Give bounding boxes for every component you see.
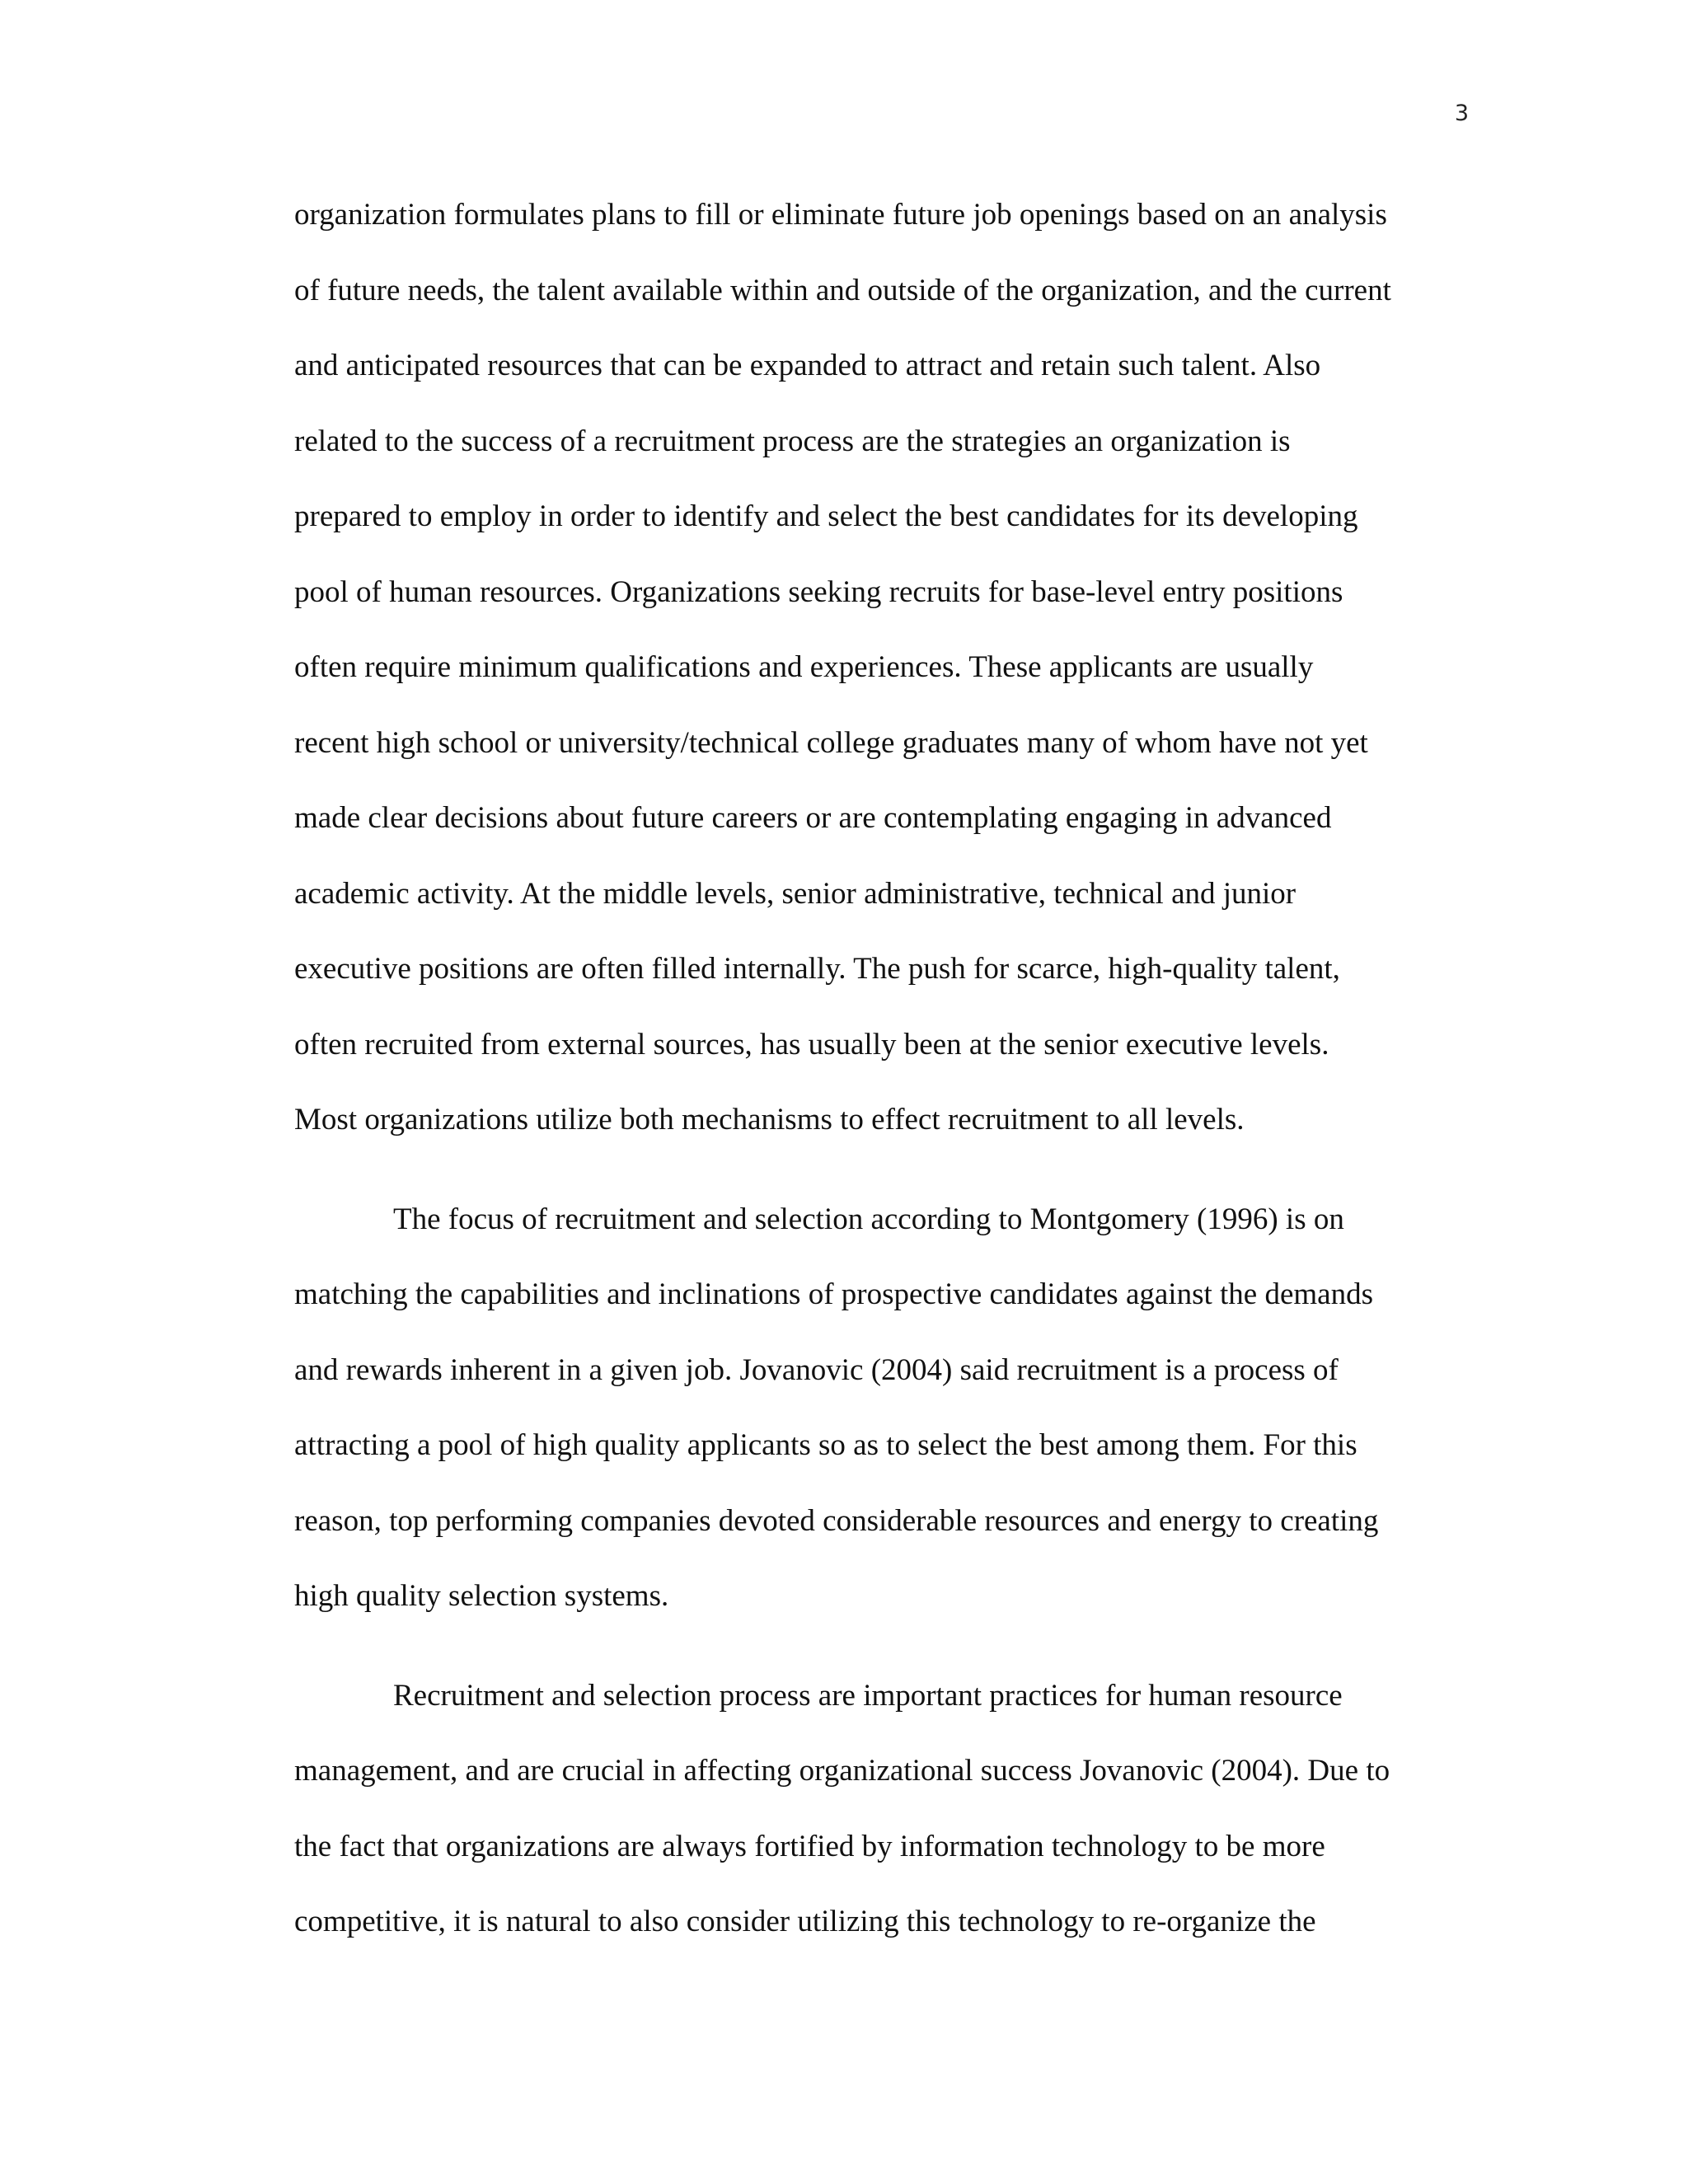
text-line: reason, top performing companies devoted considerable resources and energy to creating	[294, 1503, 1379, 1538]
text-line: The focus of recruitment and selection according to Montgomery (1996) is on	[393, 1202, 1344, 1236]
text-line: executive positions are often filled internally. The push for scarce, high-quality talent,	[294, 952, 1340, 986]
text-line: Recruitment and selection process are important practices for human resource	[393, 1678, 1343, 1713]
text-line: prepared to employ in order to identify and select the best candidates for its developing	[294, 499, 1358, 533]
text-line: academic activity. At the middle levels, senior administrative, technical and junior	[294, 876, 1296, 911]
paragraph-gap	[294, 1652, 1481, 1675]
text-line: related to the success of a recruitment process are the strategies an organization is	[294, 424, 1291, 458]
text-line: often require minimum qualifications and experiences. These applicants are usually	[294, 650, 1314, 684]
body-text	[294, 194, 1481, 1977]
text-line: the fact that organizations are always fortified by information technology to be more	[294, 1829, 1325, 1863]
text-line: pool of human resources. Organizations seeking recruits for base-level entry positions	[294, 574, 1343, 609]
text-line: high quality selection systems.	[294, 1579, 669, 1613]
text-line: attracting a pool of high quality applicants so as to select the best among them. For this	[294, 1428, 1357, 1462]
text-line: organization formulates plans to fill or eliminate future job openings based on an analysis	[294, 198, 1387, 232]
paragraph	[294, 194, 1481, 1175]
text-line: and anticipated resources that can be expanded to attract and retain such talent. Also	[294, 349, 1321, 382]
text-line: made clear decisions about future careers or are contemplating engaging in advanced	[294, 801, 1332, 835]
page-number: 3	[1454, 101, 1469, 126]
text-line: recent high school or university/technical college graduates many of whom have not yet	[294, 725, 1368, 760]
text-line: often recruited from external sources, has usually been at the senior executive levels.	[294, 1027, 1329, 1062]
text-line: competitive, it is natural to also consider utilizing this technology to re-organize the	[294, 1905, 1316, 1938]
paragraph-gap	[294, 1175, 1481, 1199]
text-line: matching the capabilities and inclinations of prospective candidates against the demands	[294, 1277, 1373, 1311]
paragraph	[294, 1199, 1481, 1652]
text-line: and rewards inherent in a given job. Jovanovic (2004) said recruitment is a process of	[294, 1352, 1339, 1387]
text-line: Most organizations utilize both mechanisms to effect recruitment to all levels.	[294, 1103, 1245, 1137]
paragraph	[294, 1675, 1481, 1977]
text-line: of future needs, the talent available within and outside of the organization, and the current	[294, 273, 1391, 307]
text-line: management, and are crucial in affecting organizational success Jovanovic (2004). Due to	[294, 1754, 1390, 1788]
